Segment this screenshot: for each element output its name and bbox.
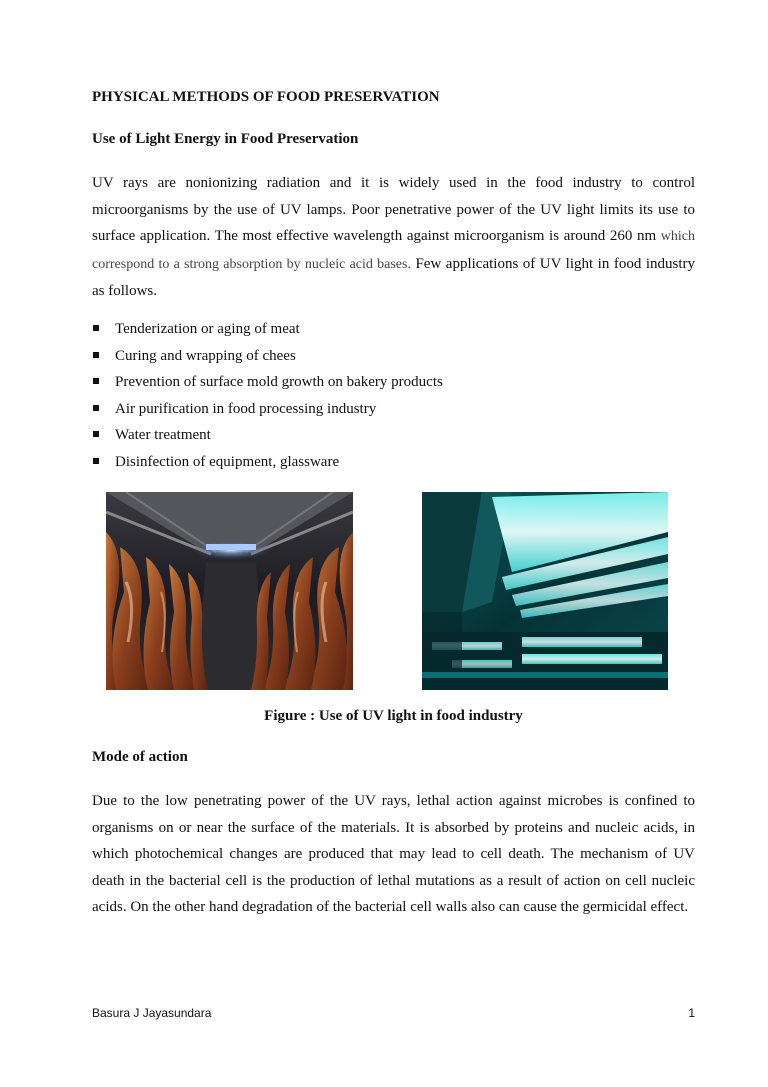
- page-number: 1: [688, 1006, 695, 1020]
- intro-text-a: UV rays are nonionizing radiation and it is widely used in the food industry to control microorganisms by the use of UV lamps. Poor penetrative power of the UV light limits its use to surface application. The most effective wavelength against microorganism is around 260 nm: [92, 175, 695, 244]
- intro-paragraph: [92, 170, 695, 305]
- bullet-square-icon: [93, 378, 99, 384]
- mode-of-action-paragraph: Due to the low penetrating power of the UV rays, lethal action against microbes is confined to organisms on or near the surface of the materials. It is absorbed by proteins and nucleic acids, in which photochemical changes are produced that may lead to cell death. The mechanism of UV death in the bacterial cell is the production of lethal mutations as a result of action on cell nucleic acids. On the other hand degradation of the bacterial cell walls also can cause the germicidal effect.: [92, 793, 695, 915]
- document-title: PHYSICAL METHODS OF FOOD PRESERVATION: [92, 89, 440, 105]
- section-heading-light-energy: Use of Light Energy in Food Preservation: [92, 131, 359, 147]
- list-item: Curing and wrapping of chees: [92, 343, 443, 370]
- bullet-square-icon: [93, 405, 99, 411]
- bullet-square-icon: [93, 431, 99, 437]
- intro-text-c: Few applications of UV light in food industry as follows.: [92, 255, 695, 299]
- figure-caption: Figure : Use of UV light in food industry: [264, 708, 523, 724]
- section-heading-mode-of-action: Mode of action: [92, 749, 188, 765]
- bullet-square-icon: [93, 352, 99, 358]
- list-item: Prevention of surface mold growth on bakery products: [92, 369, 443, 396]
- list-item: Air purification in food processing industry: [92, 396, 443, 423]
- uv-lamps-photo: [422, 492, 668, 690]
- list-item: Disinfection of equipment, glassware: [92, 449, 443, 476]
- bullet-square-icon: [93, 325, 99, 331]
- applications-list: [92, 316, 443, 476]
- list-item: Tenderization or aging of meat: [92, 316, 443, 343]
- footer-author: Basura J Jayasundara: [92, 1006, 212, 1020]
- list-item: Water treatment: [92, 422, 443, 449]
- intro-text-b: which correspond to a strong absorption by nucleic acid bases.: [92, 229, 695, 272]
- bullet-square-icon: [93, 458, 99, 464]
- meat-uv-photo: [106, 492, 353, 690]
